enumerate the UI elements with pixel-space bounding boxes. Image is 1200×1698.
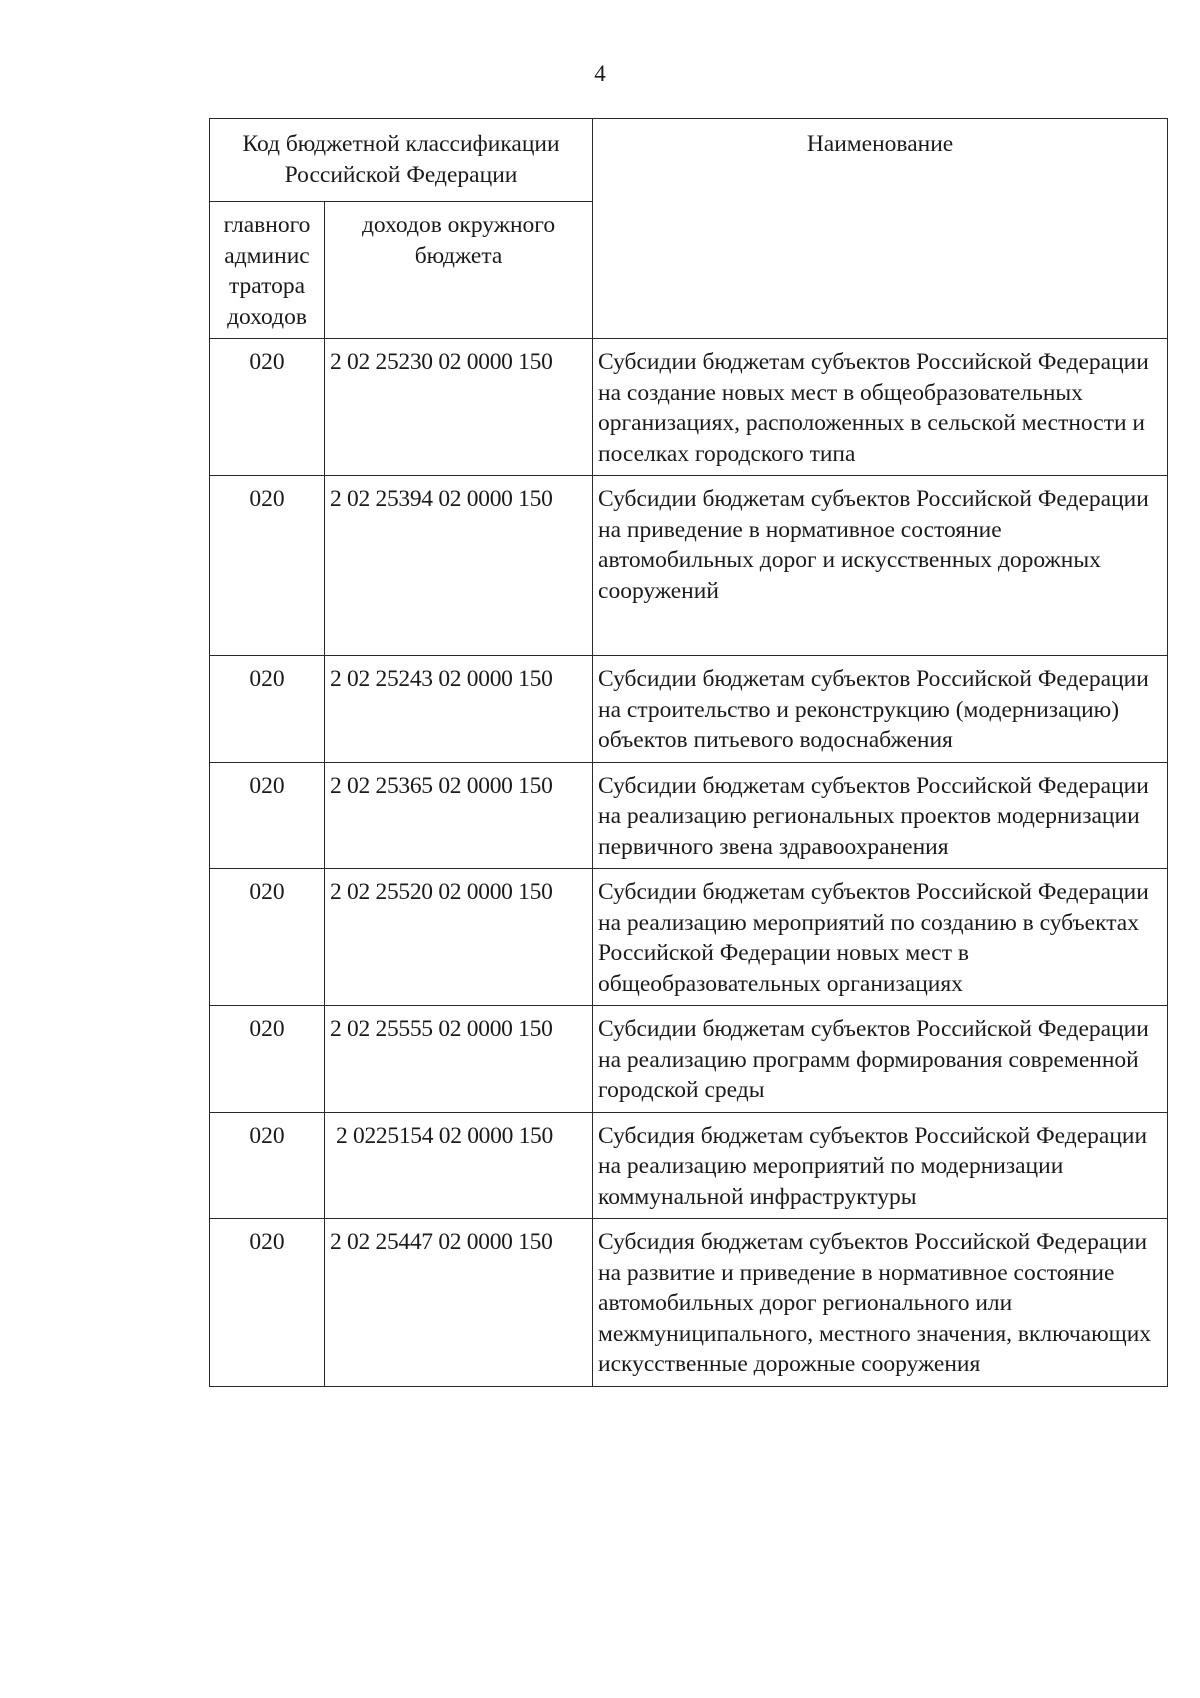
admin-code-cell: 020 bbox=[210, 1006, 325, 1113]
income-code-cell: 2 02 25520 02 0000 150 bbox=[325, 869, 593, 1006]
header-budget-classification-code: Код бюджетной классификации Российской Федерации bbox=[210, 119, 593, 202]
description-cell: Субсидии бюджетам субъектов Российской Федерации на реализацию региональных проектов модернизации первичного звена здравоохранения bbox=[593, 762, 1168, 869]
page-number: 4 bbox=[594, 61, 606, 86]
description-cell: Субсидии бюджетам субъектов Российской Федерации на строительство и реконструкцию (модернизацию) объектов питьевого водоснабжения bbox=[593, 656, 1168, 763]
admin-code-cell: 020 bbox=[210, 656, 325, 763]
table-row bbox=[210, 339, 1168, 476]
header-district-budget-income: доходов окружного бюджета bbox=[325, 202, 593, 339]
table-row bbox=[210, 656, 1168, 763]
table-row bbox=[210, 762, 1168, 869]
admin-code-cell: 020 bbox=[210, 762, 325, 869]
income-code-cell: 2 02 25365 02 0000 150 bbox=[325, 762, 593, 869]
income-code-cell: 2 02 25243 02 0000 150 bbox=[325, 656, 593, 763]
admin-code-cell: 020 bbox=[210, 1112, 325, 1219]
table-row bbox=[210, 1006, 1168, 1113]
income-code-cell: 2 02 25394 02 0000 150 bbox=[325, 476, 593, 656]
admin-code-cell: 020 bbox=[210, 1219, 325, 1387]
header-name: Наименование bbox=[593, 119, 1168, 339]
budget-classification-table bbox=[209, 118, 1168, 1387]
description-cell: Субсидия бюджетам субъектов Российской Федерации на реализацию мероприятий по модернизации коммунальной инфраструктуры bbox=[593, 1112, 1168, 1219]
header-main-administrator: главного админис тратора доходов bbox=[210, 202, 325, 339]
table-header-row bbox=[210, 119, 1168, 202]
table-row bbox=[210, 476, 1168, 656]
income-code-cell: 2 02 25555 02 0000 150 bbox=[325, 1006, 593, 1113]
description-cell: Субсидии бюджетам субъектов Российской Федерации на приведение в нормативное состояние автомобильных дорог и искусственных дорожных сооружений bbox=[593, 476, 1168, 656]
table-row bbox=[210, 869, 1168, 1006]
admin-code-cell: 020 bbox=[210, 476, 325, 656]
description-cell: Субсидии бюджетам субъектов Российской Федерации на создание новых мест в общеобразовательных организациях, расположенных в сельской местности и поселках городского типа bbox=[593, 339, 1168, 476]
admin-code-cell: 020 bbox=[210, 869, 325, 1006]
income-code-cell: 2 0225154 02 0000 150 bbox=[325, 1112, 593, 1219]
table-row bbox=[210, 1219, 1168, 1387]
description-cell: Субсидии бюджетам субъектов Российской Федерации на реализацию мероприятий по созданию в субъектах Российской Федерации новых мест в общеобразовательных организациях bbox=[593, 869, 1168, 1006]
table-row bbox=[210, 1112, 1168, 1219]
description-cell: Субсидия бюджетам субъектов Российской Федерации на развитие и приведение в нормативное состояние автомобильных дорог регионального или межмуниципального, местного значения, включающих искусственные дорожные сооружения bbox=[593, 1219, 1168, 1387]
income-code-cell: 2 02 25230 02 0000 150 bbox=[325, 339, 593, 476]
description-cell: Субсидии бюджетам субъектов Российской Федерации на реализацию программ формирования современной городской среды bbox=[593, 1006, 1168, 1113]
admin-code-cell: 020 bbox=[210, 339, 325, 476]
income-code-cell: 2 02 25447 02 0000 150 bbox=[325, 1219, 593, 1387]
